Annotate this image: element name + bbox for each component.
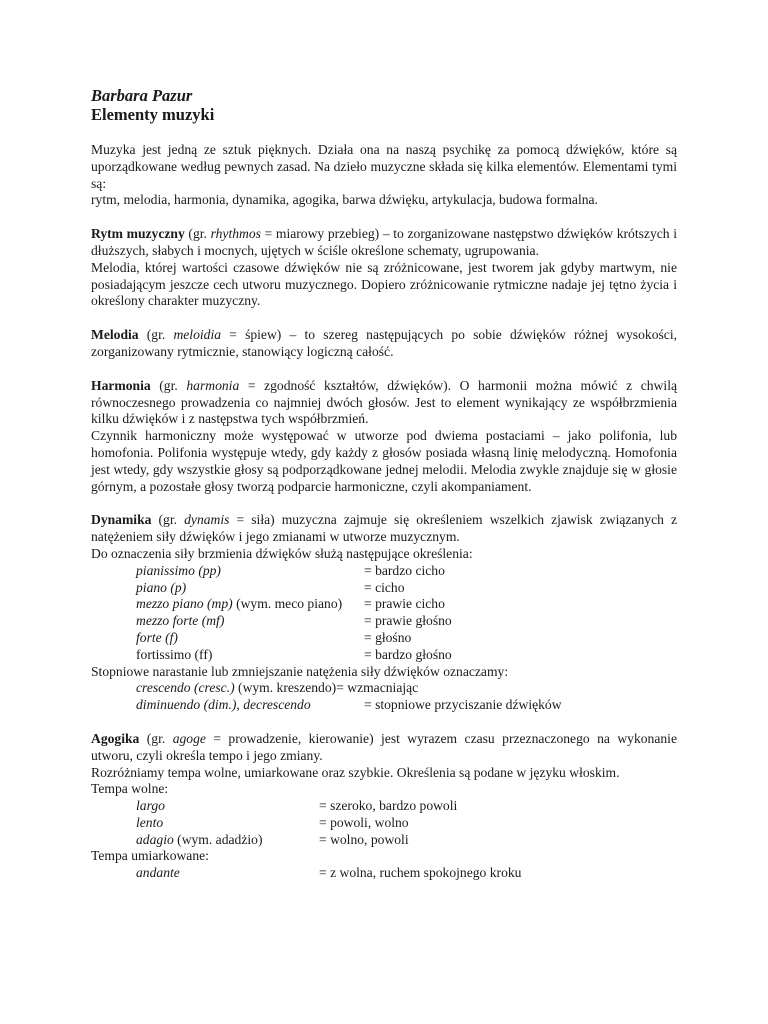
tempo-row: adagio (wym. adadżio) = wolno, powoli — [136, 831, 409, 847]
tempa-wolne-table — [91, 798, 677, 848]
tempa-wolne-heading: Tempa wolne: — [91, 781, 169, 797]
dynamika-row-2: crescendo (cresc.) (wym. kreszendo) = wzmacniając — [136, 680, 419, 696]
harmonia-paragraph-2: Czynnik harmoniczny może występować w utworze pod dwiema postaciami – jako polifonia, lub homofonia. Polifonia występuje wtedy, gdy każdy z głosów posiada własną linię melodyczną. Homofonia jest wtedy, gdy wszystkie głosy są podporządkowane jednej melodii. Melodia zwykle znajduje się w głosie górnym, a pozostałe głosy tworzą podparcie harmoniczne, czyli akompaniament. — [91, 428, 677, 494]
tempo-row: lento = powoli, wolno — [136, 814, 409, 830]
rytm-paragraph: Rytm muzyczny (gr. rhythmos = miarowy przebieg) – to zorganizowane następstwo dźwięków krótszych i dłuższych, słabych i mocnych, ujętych w ściśle określone schematy, ugrupowania. — [91, 226, 678, 258]
melodia-term: Melodia — [91, 327, 139, 343]
document-title: Elementy muzyki — [91, 105, 215, 124]
tempa-umiarkowane-table — [91, 865, 677, 882]
harmonia-term: Harmonia — [91, 377, 151, 393]
tempo-row: largo = szeroko, bardzo powoli — [136, 798, 458, 814]
dynamika-row: fortissimo (ff) = bardzo głośno — [136, 646, 452, 662]
harmonia-paragraph: Harmonia (gr. harmonia = zgodność kształtów, dźwięków). O harmonii można mówić z chwilą równoczesnego prowadzenia co najmniej dwóch głosów. Jest to element wynikający ze współbrzmienia kilku dźwięków i z następstwa tych współbrzmień. — [91, 377, 678, 427]
dynamika-lead-2: Stopniowe narastanie lub zmniejszanie natężenia siły dźwięków oznaczamy: — [91, 663, 509, 679]
dynamika-row: mezzo forte (mf) = prawie głośno — [136, 613, 452, 629]
author: Barbara Pazur — [91, 86, 193, 105]
dynamika-term: Dynamika — [91, 512, 152, 528]
dynamika-lead: Do oznaczenia siły brzmienia dźwięków służą następujące określenia: — [91, 545, 473, 561]
dynamika-table — [91, 563, 677, 664]
dynamika-row: forte (f) = głośno — [136, 629, 412, 645]
elements-list: rytm, melodia, harmonia, dynamika, agogika, barwa dźwięku, artykulacja, budowa formalna. — [91, 192, 598, 208]
tempo-row: andante = z wolna, ruchem spokojnego kroku — [136, 865, 522, 881]
intro-paragraph: Muzyka jest jedną ze sztuk pięknych. Działa ona na naszą psychikę za pomocą dźwięków, które są uporządkowane według pewnych zasad. Na dzieło muzyczne składa się kilka elementów. Elementami tymi są: — [91, 142, 677, 191]
agogika-paragraph: Agogika (gr. agoge = prowadzenie, kierowanie) jest wyrazem czasu przeznaczonego na wykonanie utworu, czyli określa tempo i jego zmiany. — [91, 730, 677, 763]
rytm-term: Rytm muzyczny — [91, 226, 185, 242]
tempa-umiarkowane-heading: Tempa umiarkowane: — [91, 848, 209, 864]
rytm-paragraph-2: Melodia, której wartości czasowe dźwięków nie są zróżnicowane, jest tworem jak gdyby martwym, nie posiadającym jeszcze cech utworu muzycznego. Dopiero zróżnicowanie rytmiczne nadaje jej tętno życia i określony charakter muzyczny. — [91, 259, 677, 309]
dynamika-row: pianissimo (pp) = bardzo cicho — [136, 562, 445, 578]
agogika-paragraph-2: Rozróżniamy tempa wolne, umiarkowane oraz szybkie. Określenia są podane w języku włoskim. — [91, 764, 620, 780]
dynamika-paragraph: Dynamika (gr. dynamis = siła) muzyczna zajmuje się określeniem wszelkich zjawisk związanych z natężeniem siły dźwięków i jego zmianami w utworze muzycznym. — [91, 512, 678, 545]
dynamika-table-2 — [91, 680, 677, 714]
melodia-paragraph: Melodia (gr. meloidia = śpiew) – to szereg następujących po sobie dźwięków różnej wysokości, zorganizowany rytmicznie, stanowiący logiczną całość. — [91, 327, 677, 359]
dynamika-row: piano (p) = cicho — [136, 579, 405, 595]
agogika-term: Agogika — [91, 730, 140, 746]
dynamika-row-2: diminuendo (dim.), decrescendo = stopniowe przyciszanie dźwięków — [136, 697, 562, 713]
dynamika-row: mezzo piano (mp) (wym. meco piano) = prawie cicho — [136, 596, 445, 612]
